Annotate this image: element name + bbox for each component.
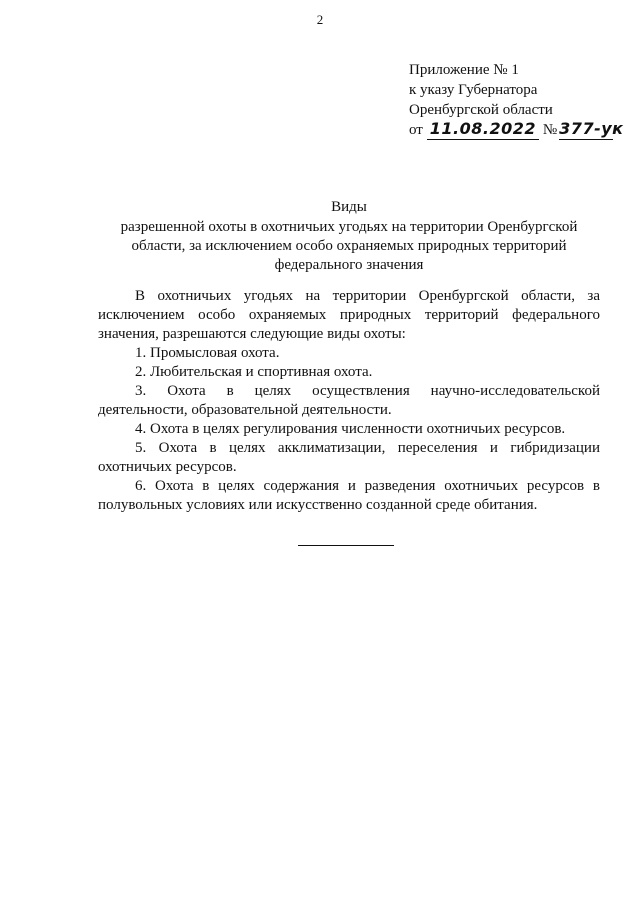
- number-field: [559, 119, 624, 140]
- list-item-5: 5. Охота в целях акклиматизации, переселения и гибридизации охотничьих ресурсов.: [98, 440, 600, 475]
- page-number: 2: [316, 12, 324, 27]
- list-item-2: 2. Любительская и спортивная охота.: [135, 364, 373, 380]
- appendix-date-line: [409, 119, 624, 140]
- document-title: [98, 198, 600, 275]
- appendix-line-1: Приложение № 1: [409, 62, 519, 78]
- handwritten-date: 11.08.2022: [429, 119, 536, 138]
- intro-paragraph: В охотничьих угодьях на территории Оренбургской области, за исключением особо охраняемых природных территорий федерального значения, разрешаются следующие виды охоты:: [98, 288, 600, 342]
- title-subtitle: разрешенной охоты в охотничьих угодьях на территории Оренбургской области, за исключением особо охраняемых природных территорий федерального значения: [120, 219, 578, 273]
- title-heading: Виды: [331, 199, 367, 215]
- appendix-line-2: к указу Губернатора: [409, 82, 538, 98]
- list-item-6: 6. Охота в целях содержания и разведения охотничьих ресурсов в полувольных условиях или искусственно созданной среде обитания.: [98, 478, 600, 513]
- list-item-1: 1. Промысловая охота.: [135, 345, 280, 361]
- end-divider: [298, 545, 394, 546]
- appendix-line-3: Оренбургской области: [409, 102, 553, 118]
- number-label: №: [542, 122, 558, 138]
- list-item-3: 3. Охота в целях осуществления научно-исследовательской деятельности, образовательной деятельности.: [98, 383, 600, 418]
- date-field: [427, 120, 539, 140]
- document-body: [98, 287, 600, 515]
- date-prefix: от: [409, 122, 423, 138]
- handwritten-number: 377-ук: [559, 119, 624, 138]
- appendix-block: [409, 60, 624, 140]
- list-item-4: 4. Охота в целях регулирования численности охотничьих ресурсов.: [135, 421, 566, 437]
